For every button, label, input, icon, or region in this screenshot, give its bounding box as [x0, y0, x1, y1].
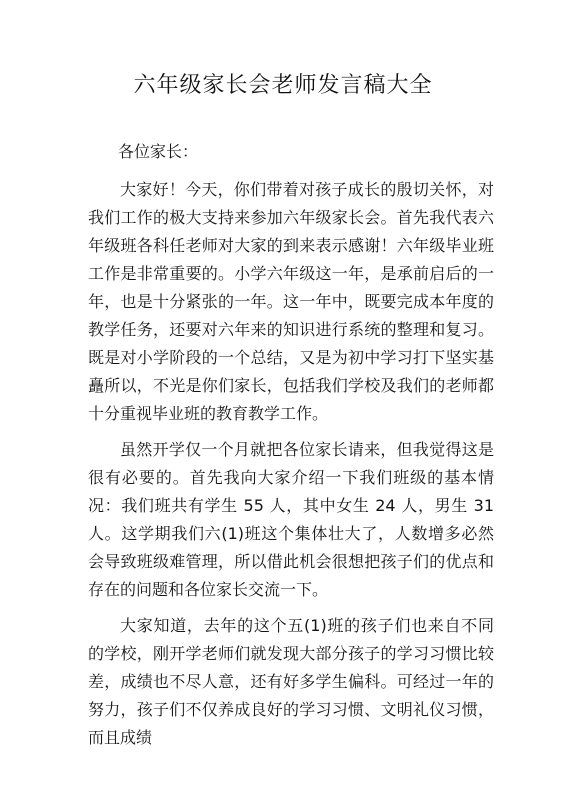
paragraph-class-info: 虽然开学仅一个月就把各位家长请来，但我觉得这是很有必要的。首先我向大家介绍一下我们班级的基本情况：我们班共有学生 55 人，其中女生 24 人，男生 31 人。这学期我们六(1)班这个集体壮大了，人数增多必然会导致班级难管理，所以借此机会很想把孩子们的优点和存在的问题和各位家长交流一下。	[88, 440, 494, 599]
paragraph-welcome: 大家好！今天，你们带着对孩子成长的殷切关怀，对我们工作的极大支持来参加六年级家长会。首先我代表六年级班各科任老师对大家的到来表示感谢！六年级毕业班工作是非常重要的。小学六年级这一年，是承前启后的一年，也是十分紧张的一年。这一年中，既要完成本年度的教学任务，还要对六年来的知识进行系统的整理和复习。既是对小学阶段的一个总结，又是为初中学习打下坚实基矗所以，不光是你们家长，包括我们学校及我们的老师都十分重视毕业班的教育教学工作。	[88, 180, 494, 423]
salutation: 各位家长：	[118, 142, 199, 161]
document-title: 六年级家长会老师发言稿大全	[133, 73, 433, 98]
document-body	[88, 138, 494, 752]
paragraph-progress: 大家知道，去年的这个五(1)班的孩子们也来自不同的学校，刚开学老师们就发现大部分孩子的学习习惯比较差，成绩也不尽人意，还有好多学生偏科。可经过一年的努力，孩子们不仅养成良好的学习习惯、文明礼仪习惯，而且成绩	[88, 616, 494, 747]
